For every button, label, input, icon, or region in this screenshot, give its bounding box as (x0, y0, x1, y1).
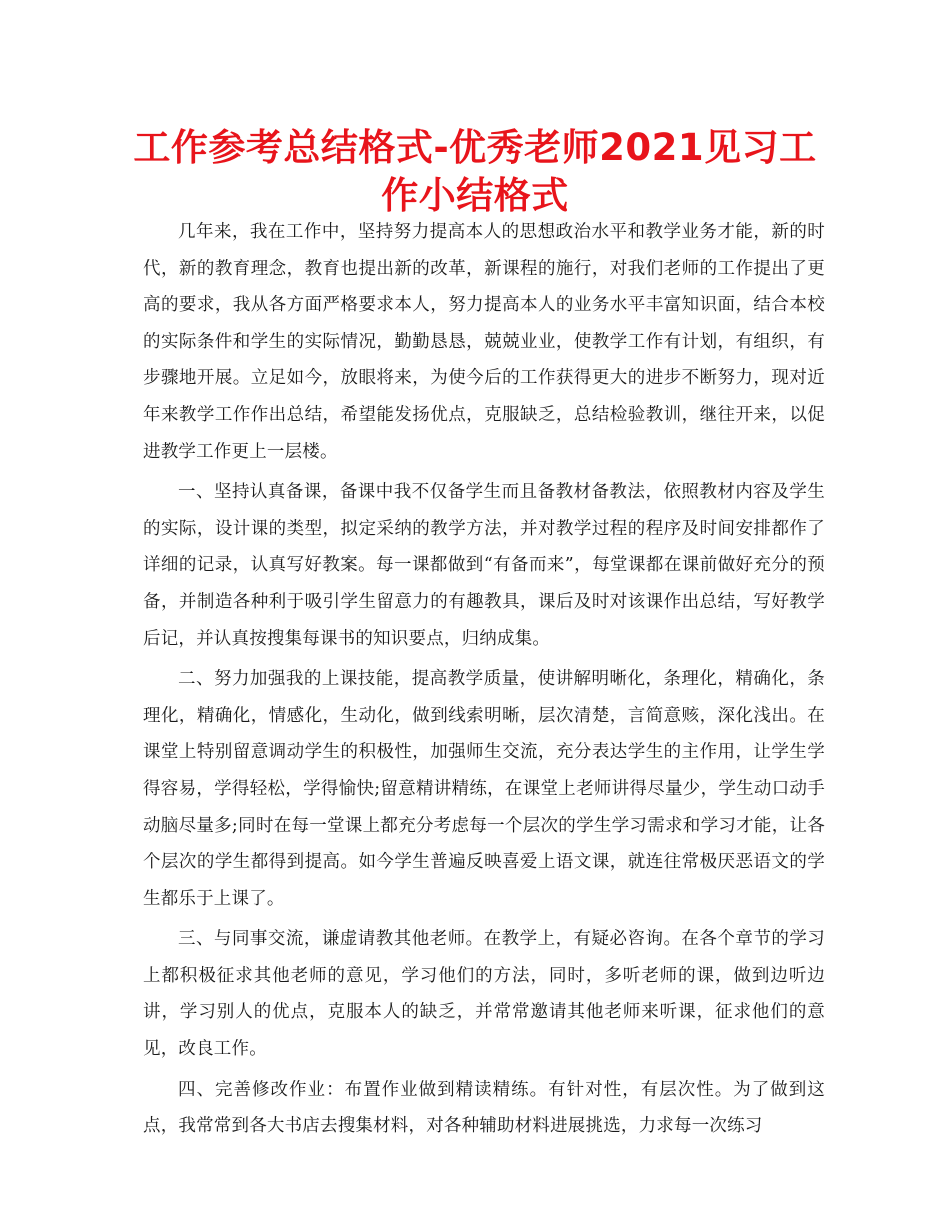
paragraph-teaching-skills: 二、努力加强我的上课技能，提高教学质量，使讲解明晰化，条理化，精确化，条理化，精确化，情感化，生动化，做到线索明晰，层次清楚，言简意赅，深化浅出。在课堂上特别留意调动学生的积极性，加强师生交流，充分表达学生的主作用，让学生学得容易，学得轻松，学得愉快;留意精讲精练，在课堂上老师讲得尽量少，学生动口动手动脑尽量多;同时在每一堂课上都充分考虑每一个层次的学生学习需求和学习才能，让各个层次的学生都得到提高。如今学生普遍反映喜爱上语文课，就连往常极厌恶语文的学生都乐于上课了。 (143, 669, 825, 909)
paragraph-preparation: 一、坚持认真备课，备课中我不仅备学生而且备教材备教法，依照教材内容及学生的实际，设计课的类型，拟定采纳的教学方法，并对教学过程的程序及时间安排都作了详细的记录，认真写好教案。每一课都做到“有备而来”，每堂课都在课前做好充分的预备，并制造各种利于吸引学生留意力的有趣教具，课后及时对该课作出总结，写好教学后记，并认真按搜集每课书的知识要点，归纳成集。 (143, 482, 825, 649)
paragraph-colleague-exchange: 三、与同事交流，谦虚请教其他老师。在教学上，有疑必咨询。在各个章节的学习上都积极征求其他老师的意见，学习他们的方法，同时，多听老师的课，做到边听边讲，学习别人的优点，克服本人的缺乏，并常常邀请其他老师来听课，征求他们的意见，改良工作。 (143, 929, 825, 1060)
document-body (143, 214, 825, 1145)
paragraph-intro: 几年来，我在工作中，坚持努力提高本人的思想政治水平和教学业务才能，新的时代，新的教育理念，教育也提出新的改革，新课程的施行，对我们老师的工作提出了更高的要求，我从各方面严格要求本人，努力提高本人的业务水平丰富知识面，结合本校的实际条件和学生的实际情况，勤勤恳恳，兢兢业业，使教学工作有计划，有组织，有步骤地开展。立足如今，放眼将来，为使今后的工作获得更大的进步不断努力，现对近年来教学工作作出总结，希望能发扬优点，克服缺乏，总结检验教训，继往开来，以促进教学工作更上一层楼。 (143, 222, 825, 462)
paragraph-homework: 四、完善修改作业：布置作业做到精读精练。有针对性，有层次性。为了做到这点，我常常到各大书店去搜集材料，对各种辅助材料进展挑选，力求每一次练习 (143, 1079, 825, 1137)
document-title: 工作参考总结格式-优秀老师2021见习工作小结格式 (133, 126, 817, 217)
